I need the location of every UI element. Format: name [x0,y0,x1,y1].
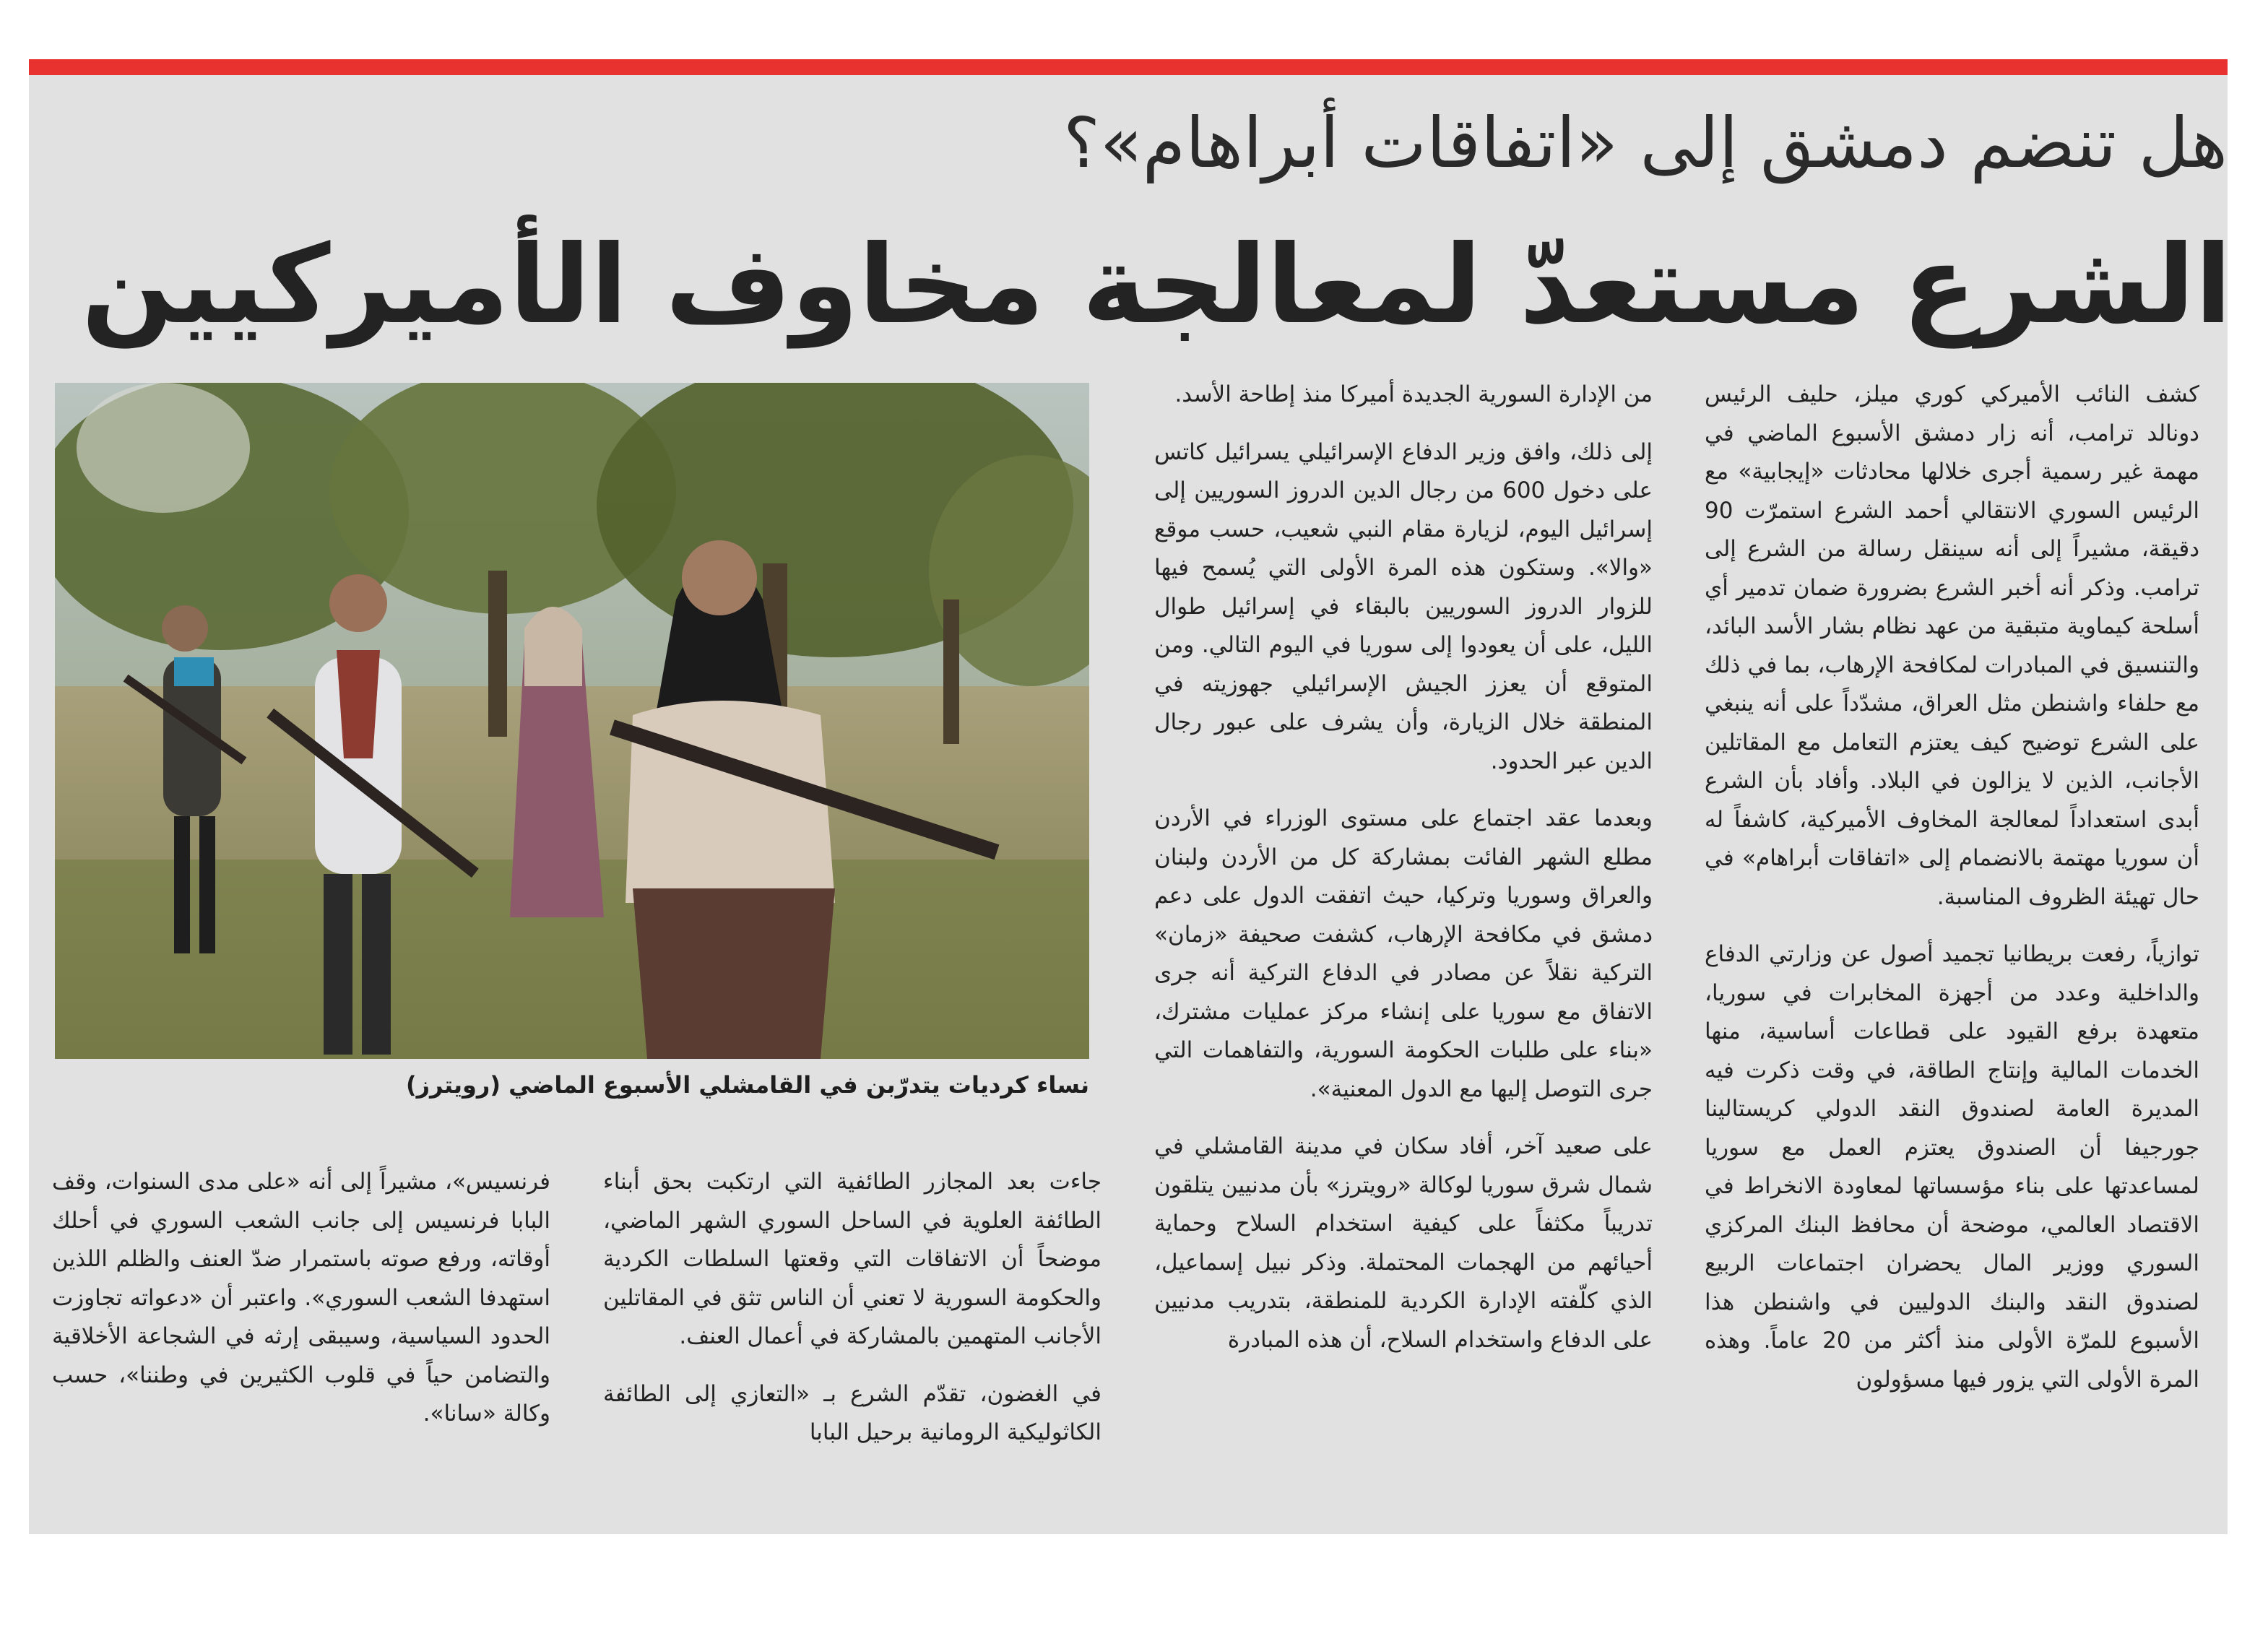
article-column-1 [1705,376,2199,1517]
news-photo [55,383,1089,1059]
section-color-bar [29,59,2228,75]
paragraph: في الغضون، تقدّم الشرع بـ «التعازي إلى الطائفة الكاثوليكية الرومانية برحيل البابا [603,1380,1101,1445]
photo-caption: نساء كرديات يتدرّبن في القامشلي الأسبوع الماضي (رويترز) [406,1071,1089,1099]
main-headline: الشرع مستعدّ لمعالجة مخاوف الأميركيين [81,222,2232,348]
kicker-headline: هل تنضم دمشق إلى «اتفاقات أبراهام»؟ [1062,103,2228,183]
photo-illustration [55,383,1089,1059]
article-column-4 [52,1163,550,1510]
paragraph: من الإدارة السورية الجديدة أميركا منذ إطاحة الأسد. [1174,381,1653,407]
paragraph: وبعدما عقد اجتماع على مستوى الوزراء في الأردن مطلع الشهر الفائت بمشاركة كل من الأردن ولبنان والعراق وسوريا وتركيا، حيث اتفقت الدول على دعم دمشق في مكافحة الإرهاب، كشفت صحيفة «زمان» التركية نقلاً عن مصادر في الدفاع التركية أنه جرى الاتفاق مع سوريا على إنشاء مركز عمليات مشترك، «بناء على طلبات الحكومة السورية، والتفاهمات التي جرى التوصل إليها مع الدول المعنية». [1154,805,1653,1102]
article-column-2 [1154,376,1653,1517]
paragraph: فرنسيس»، مشيراً إلى أنه «على مدى السنوات، وقف البابا فرنسيس إلى جانب الشعب السوري في أحلك أوقاته، ورفع صوته باستمرار ضدّ العنف والظلم اللذين استهدفا الشعب السوري». واعتبر أن «دعواته تجاوزت الحدود السياسية، وسيبقى إرثه في الشجاعة الأخلاقية والتضامن حياً في قلوب الكثيرين في وطننا»، حسب وكالة «سانا». [52,1169,550,1427]
paragraph: كشف النائب الأميركي كوري ميلز، حليف الرئيس دونالد ترامب، أنه زار دمشق الأسبوع الماضي في مهمة غير رسمية أجرى خلالها محادثات «إيجابية» مع الرئيس السوري الانتقالي أحمد الشرع استمرّت 90 دقيقة، مشيراً إلى أنه سينقل رسالة من الشرع إلى ترامب. وذكر أنه أخبر الشرع بضرورة ضمان تدمير أي أسلحة كيماوية متبقية من عهد نظام بشار الأسد البائد، والتنسيق في المبادرات لمكافحة الإرهاب، بما في ذلك مع حلفاء واشنطن مثل العراق، مشدّداً على أنه ينبغي على الشرع توضيح كيف يعتزم التعامل مع المقاتلين الأجانب، الذين لا يزالون في البلاد. وأفاد بأن الشرع أبدى استعداداً لمعالجة المخاوف الأميركية، كاشفاً له أن سوريا مهتمة بالانضمام إلى «اتفاقات أبراهام» في حال تهيئة الظروف المناسبة. [1705,381,2199,910]
paragraph: جاءت بعد المجازر الطائفية التي ارتكبت بحق أبناء الطائفة العلوية في الساحل السوري الشهر الماضي، موضحاً أن الاتفاقات التي وقعتها السلطات الكردية والحكومة السورية لا تعني أن الناس تثق في المقاتلين الأجانب المتهمين بالمشاركة في أعمال العنف. [603,1169,1101,1349]
paragraph: على صعيد آخر، أفاد سكان في مدينة القامشلي في شمال شرق سوريا لوكالة «رويترز» بأن مدنيين يتلقون تدريباً مكثفاً على كيفية استخدام السلاح وحماية أحيائهم من الهجمات المحتملة. وذكر نبيل إسماعيل، الذي كلّفته الإدارة الكردية للمنطقة، بتدريب مدنيين على الدفاع واستخدام السلاح، أن هذه المبادرة [1154,1133,1653,1353]
paragraph: إلى ذلك، وافق وزير الدفاع الإسرائيلي يسرائيل كاتس على دخول 600 من رجال الدين الدروز السوريين إلى إسرائيل اليوم، لزيارة مقام النبي شعيب، حسب موقع «والا». وستكون هذه المرة الأولى التي يُسمح فيها للزوار الدروز السوريين بالبقاء في إسرائيل طوال الليل، على أن يعودوا إلى سوريا في اليوم التالي. ومن المتوقع أن يعزز الجيش الإسرائيلي جهوزيته في المنطقة خلال الزيارة، وأن يشرف على عبور رجال الدين عبر الحدود. [1154,438,1653,774]
paragraph: توازياً، رفعت بريطانيا تجميد أصول عن وزارتي الدفاع والداخلية وعدد من أجهزة المخابرات في سوريا، متعهدة برفع القيود على قطاعات أساسية، منها الخدمات المالية وإنتاج الطاقة، في وقت ذكرت فيه المديرة العامة لصندوق النقد الدولي كريستالينا جورجيفا أن الصندوق يعتزم العمل مع سوريا لمساعدتها على بناء مؤسساتها لمعاودة الانخراط في الاقتصاد العالمي، موضحة أن محافظ البنك المركزي السوري ووزير المال يحضران اجتماعات الربيع لصندوق النقد والبنك الدوليين في واشنطن هذا الأسبوع للمرّة الأولى منذ أكثر من 20 عاماً. وهذه المرة الأولى التي يزور فيها مسؤولون [1705,941,2199,1393]
article-column-3 [603,1163,1101,1510]
